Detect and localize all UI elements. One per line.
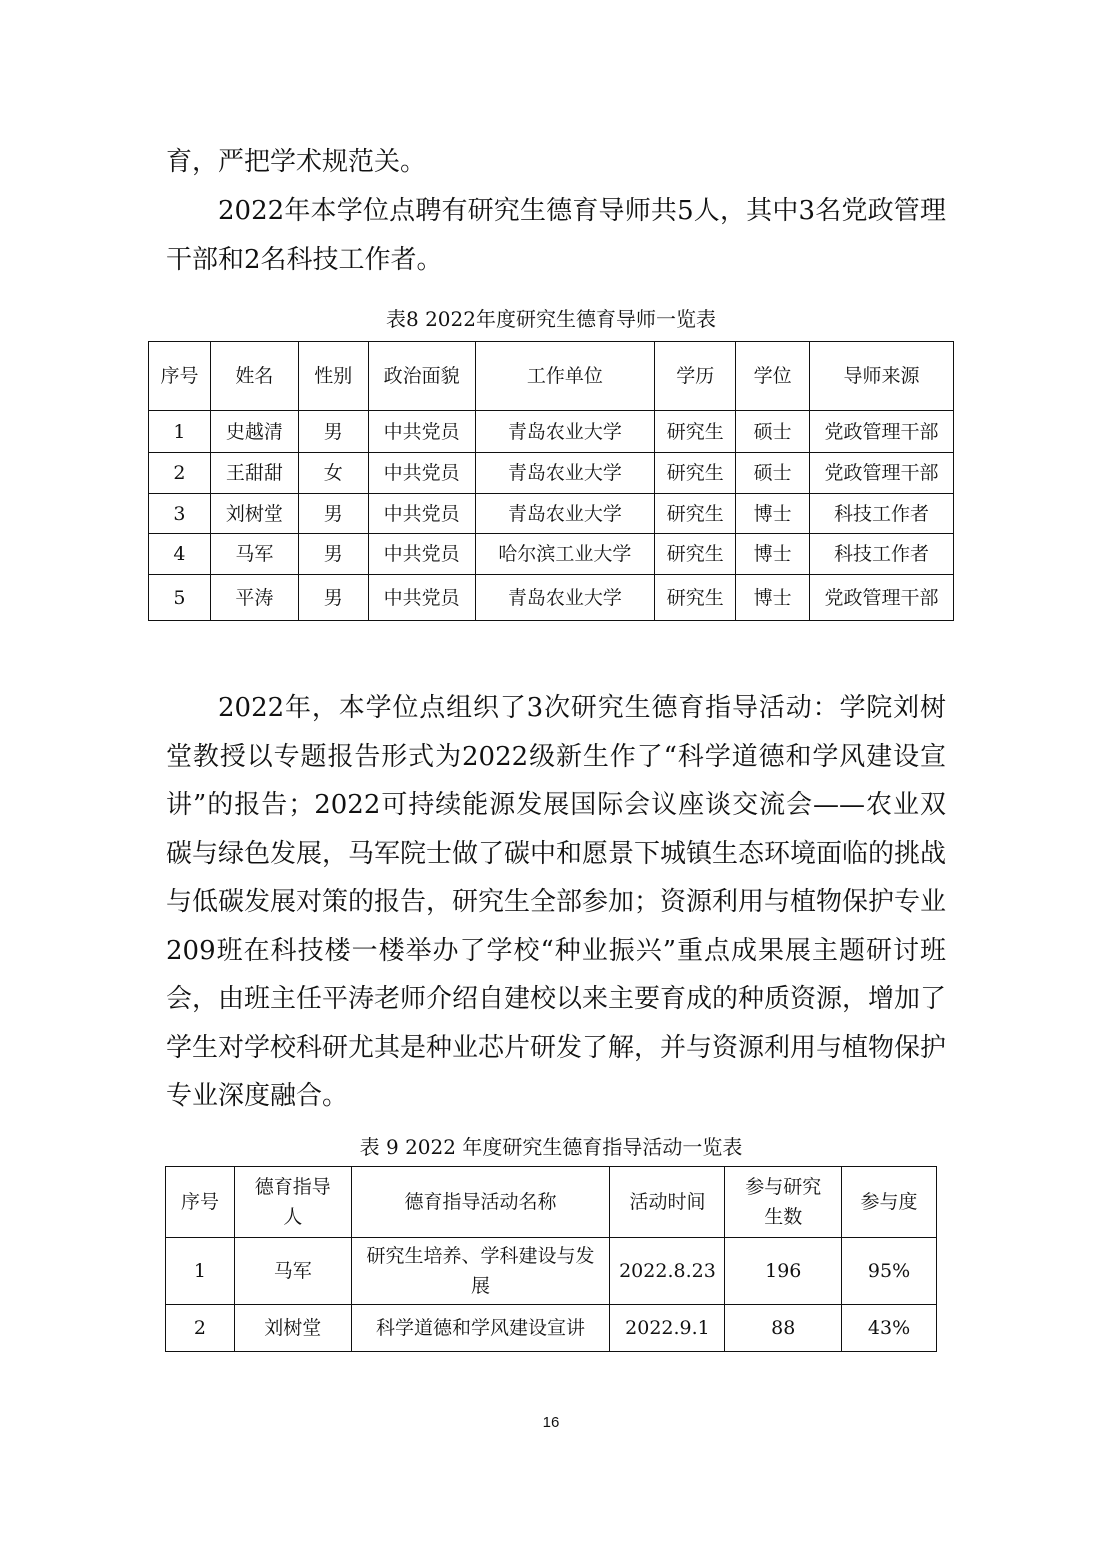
table-cell: 196	[725, 1238, 842, 1305]
table-cell: 2022.9.1	[610, 1305, 725, 1352]
table-cell: 研究生	[655, 453, 736, 494]
table-cell: 95%	[842, 1238, 937, 1305]
table9-header-row	[166, 1167, 937, 1238]
table-row	[149, 575, 954, 621]
table-cell: 2	[149, 453, 211, 494]
table-cell: 硕士	[736, 453, 810, 494]
table-cell: 党政管理干部	[810, 411, 954, 453]
table-cell: 88	[725, 1305, 842, 1352]
table-cell: 刘树堂	[210, 494, 298, 534]
table-cell: 马军	[210, 534, 298, 575]
table8-header-cell: 导师来源	[810, 342, 954, 411]
table9	[165, 1166, 937, 1352]
table9-caption: 表 9 2022 年度研究生德育指导活动一览表	[359, 1135, 743, 1159]
table-cell: 3	[149, 494, 211, 534]
table-row	[149, 494, 954, 534]
table8-header-cell: 学历	[655, 342, 736, 411]
table-cell: 研究生培养、学科建设与发展	[351, 1238, 610, 1305]
table-row	[166, 1305, 937, 1352]
table-cell: 平涛	[210, 575, 298, 621]
table-cell: 5	[149, 575, 211, 621]
paragraph-tutors-intro: 2022年本学位点聘有研究生德育导师共5人，其中3名党政管理干部和2名科技工作者。	[166, 196, 946, 275]
table-cell: 男	[298, 494, 368, 534]
table-cell: 科技工作者	[810, 534, 954, 575]
table-cell: 青岛农业大学	[475, 453, 655, 494]
table8-header-cell: 序号	[149, 342, 211, 411]
table8-header-cell: 工作单位	[475, 342, 655, 411]
table-cell: 刘树堂	[234, 1305, 351, 1352]
table-cell: 博士	[736, 575, 810, 621]
table-cell: 中共党员	[368, 534, 475, 575]
table-cell: 研究生	[655, 494, 736, 534]
table-cell: 女	[298, 453, 368, 494]
table-cell: 中共党员	[368, 411, 475, 453]
table9-header-cell: 德育指导人	[234, 1167, 351, 1238]
table-cell: 2	[166, 1305, 235, 1352]
table-row	[166, 1238, 937, 1305]
table-cell: 研究生	[655, 575, 736, 621]
table9-header-cell: 参与度	[842, 1167, 937, 1238]
table-cell: 哈尔滨工业大学	[475, 534, 655, 575]
paragraph-continuation: 育，严把学术规范关。	[166, 147, 427, 177]
table-cell: 王甜甜	[210, 453, 298, 494]
table-cell: 博士	[736, 534, 810, 575]
table8-header-cell: 姓名	[210, 342, 298, 411]
table-cell: 博士	[736, 494, 810, 534]
table-cell: 硕士	[736, 411, 810, 453]
table-row	[149, 534, 954, 575]
table8-caption: 表8 2022年度研究生德育导师一览表	[386, 307, 716, 331]
table-cell: 男	[298, 534, 368, 575]
table-cell: 党政管理干部	[810, 453, 954, 494]
table-cell: 男	[298, 411, 368, 453]
page-number: 16	[542, 1414, 560, 1431]
paragraph-activities: 2022年，本学位点组织了3次研究生德育指导活动：学院刘树堂教授以专题报告形式为2022级新生作了“科学道德和学风建设宣讲”的报告；2022可持续能源发展国际会议座谈交流会——农业双碳与绿色发展，马军院士做了碳中和愿景下城镇生态环境面临的挑战与低碳发展对策的报告，研究生全部参加；资源利用与植物保护专业209班在科技楼一楼举办了学校“种业振兴”重点成果展主题研讨班会，由班主任平涛老师介绍自建校以来主要育成的种质资源，增加了学生对学校科研尤其是种业芯片研发了解，并与资源利用与植物保护专业深度融合。	[166, 693, 947, 1111]
table8-header-cell: 学位	[736, 342, 810, 411]
table-cell: 青岛农业大学	[475, 411, 655, 453]
table-cell: 中共党员	[368, 575, 475, 621]
table-cell: 男	[298, 575, 368, 621]
table-cell: 青岛农业大学	[475, 575, 655, 621]
table-cell: 史越清	[210, 411, 298, 453]
table-cell: 43%	[842, 1305, 937, 1352]
table-cell: 研究生	[655, 534, 736, 575]
table-cell: 1	[166, 1238, 235, 1305]
table9-header-cell: 德育指导活动名称	[351, 1167, 610, 1238]
table9-header-cell: 参与研究生数	[725, 1167, 842, 1238]
table-cell: 马军	[234, 1238, 351, 1305]
table-cell: 研究生	[655, 411, 736, 453]
table-cell: 中共党员	[368, 494, 475, 534]
table-cell: 青岛农业大学	[475, 494, 655, 534]
table-cell: 4	[149, 534, 211, 575]
table-cell: 2022.8.23	[610, 1238, 725, 1305]
table9-header-cell: 序号	[166, 1167, 235, 1238]
table8-header-row	[149, 342, 954, 411]
table-cell: 党政管理干部	[810, 575, 954, 621]
table-row	[149, 453, 954, 494]
table8-header-cell: 政治面貌	[368, 342, 475, 411]
table8	[148, 341, 954, 621]
table-row	[149, 411, 954, 453]
table-cell: 1	[149, 411, 211, 453]
table8-header-cell: 性别	[298, 342, 368, 411]
table-cell: 中共党员	[368, 453, 475, 494]
table9-header-cell: 活动时间	[610, 1167, 725, 1238]
table-cell: 科学道德和学风建设宣讲	[351, 1305, 610, 1352]
table-cell: 科技工作者	[810, 494, 954, 534]
